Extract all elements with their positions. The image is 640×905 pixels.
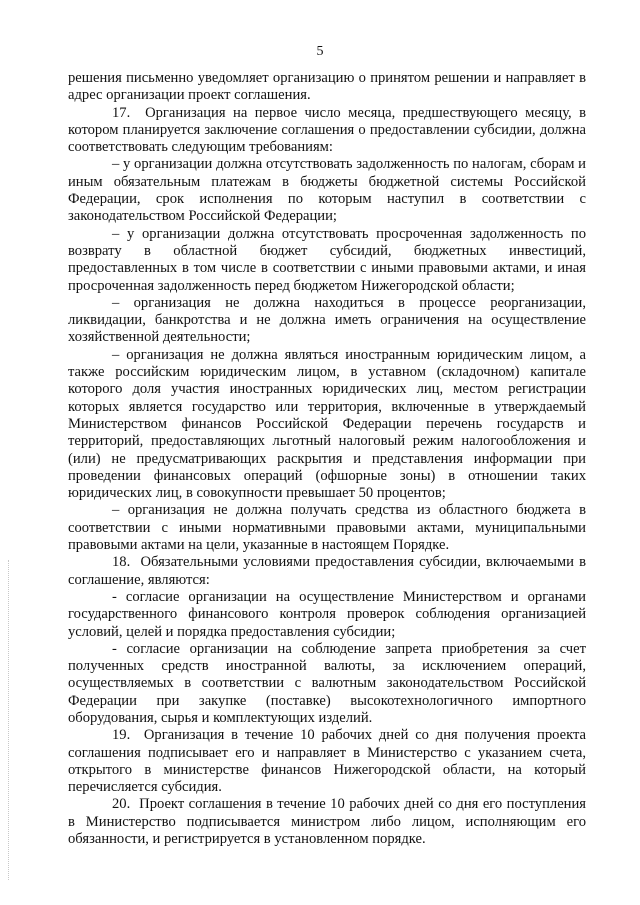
scan-edge-rule — [8, 560, 10, 880]
requirement-no-tax-debt: – у организации должна отсутствовать задолженность по налогам, сборам и иным обязательным платежам в бюджеты бюджетной системы Российской Федерации, срок исполнения по которым наступил в соответствии с законодательством Российской Федерации; — [68, 156, 586, 225]
clause-18: 18. Обязательными условиями предоставления субсидии, включаемыми в соглашение, являются: — [68, 554, 586, 588]
requirement-not-foreign-entity: – организация не должна являться иностранным юридическим лицом, а также российским юридическим лицом, в уставном (складочном) капитале которого доля участия иностранных юридических лиц, местом регистрации которых является государство или территория, включенные в утверждаемый Министерством финансов Российской Федерации перечень государств и территорий, предоставляющих льготный налоговый режим налогообложения и (или) не предусматривающих раскрытия и представления информации при проведении финансовых операций (офшорные зоны) в отношении таких юридических лиц, в совокупности превышает 50 процентов; — [68, 346, 586, 502]
page-number: 5 — [316, 44, 324, 59]
requirement-no-reorganization: – организация не должна находиться в процессе реорганизации, ликвидации, банкротства и не должна иметь ограничения на осуществление хозяйственной деятельности; — [68, 294, 586, 346]
condition-audit-consent: - согласие организации на осуществление Министерством и органами государственного финансового контроля проверок соблюдения организацией условий, целей и порядка предоставления субсидии; — [68, 588, 586, 640]
clause-19: 19. Организация в течение 10 рабочих дней со дня получения проекта соглашения подписывает его и направляет в Министерство с указанием счета, открытого в министерстве финансов Нижегородской области, на который перечисляется субсидия. — [68, 727, 586, 796]
clause-17: 17. Организация на первое число месяца, предшествующего месяцу, в котором планируется заключение соглашения о предоставлении субсидии, должна соответствовать следующим требованиям: — [68, 104, 586, 156]
document-body — [68, 70, 586, 848]
clause-20: 20. Проект соглашения в течение 10 рабочих дней со дня его поступления в Министерство подписывается министром либо лицом, исполняющим его обязанности, и регистрируется в установленном порядке. — [68, 796, 586, 848]
requirement-no-overdue-debt: – у организации должна отсутствовать просроченная задолженность по возврату в областной бюджет субсидий, бюджетных инвестиций, предоставленных в том числе в соответствии с иными правовыми актами, и иная просроченная задолженность перед бюджетом Нижегородской области; — [68, 225, 586, 294]
requirement-no-other-funds: – организация не должна получать средства из областного бюджета в соответствии с иными нормативными правовыми актами, муниципальными правовыми актами на цели, указанные в настоящем Порядке. — [68, 502, 586, 554]
condition-currency-ban: - согласие организации на соблюдение запрета приобретения за счет полученных средств иностранной валюты, за исключением операций, осуществляемых в соответствии с валютным законодательством Российской Федерации при закупке (поставке) высокотехнологичного импортного оборудования, сырья и комплектующих изделий. — [68, 640, 586, 726]
paragraph-continuation: решения письменно уведомляет организацию о принятом решении и направляет в адрес организации проект соглашения. — [68, 70, 586, 104]
